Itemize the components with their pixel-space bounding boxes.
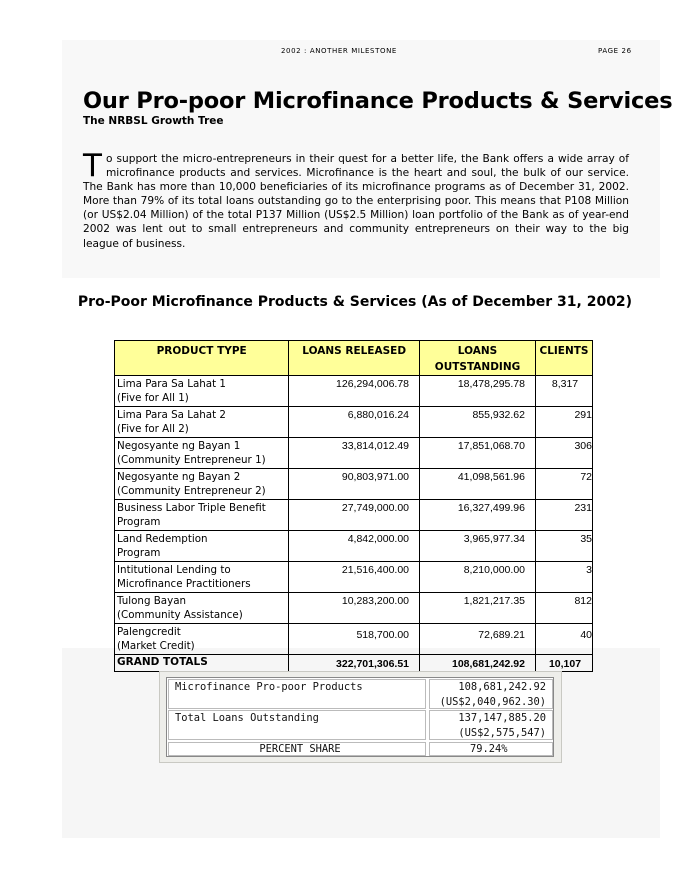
- loans-outstanding-cell: 72,689.21: [420, 624, 536, 655]
- page-title: Our Pro-poor Microfinance Products & Services: [83, 88, 673, 114]
- intro-text: o support the micro-entrepreneurs in their quest for a better life, the Bank offers a wide array of microfinance products and services. Microfinance is the heart and soul, the bulk of our service. The Bank has more than 10,000 beneficiaries of its microfinance programs as of December 31, 2002. More than 79% of its total loans outstanding go to the enterprising poor. This means that P108 Million (or US$2.04 Million) of the total P137 Million (US$2.5 Million) loan portfolio of the Bank as of year-end 2002 was lent out to small entrepreneurs and community entrepreneurs on their way to the big league of business.: [83, 153, 629, 250]
- summary-label-microfinance: Microfinance Pro-poor Products: [168, 679, 426, 709]
- product-translation: Microfinance Practitioners: [117, 578, 251, 590]
- table-row: [115, 562, 593, 593]
- clients-cell: 812: [536, 593, 593, 624]
- table-row: [115, 469, 593, 500]
- product-name: Business Labor Triple Benefit: [117, 502, 266, 514]
- loans-outstanding-cell: 855,932.62: [420, 407, 536, 438]
- summary-label-total-loans: Total Loans Outstanding: [168, 710, 426, 740]
- summary-value-microfinance: [429, 679, 553, 709]
- summary-value-php: 137,147,885.20: [458, 712, 546, 724]
- product-name: Palengcredit: [117, 626, 181, 638]
- loans-outstanding-cell: 3,965,977.34: [420, 531, 536, 562]
- clients-cell: 3: [536, 562, 593, 593]
- product-translation: (Market Credit): [117, 640, 195, 652]
- product-translation: Program: [117, 516, 161, 528]
- loans-released-cell: 126,294,006.78: [289, 376, 420, 407]
- table-row: [115, 407, 593, 438]
- product-type-cell: [115, 376, 289, 407]
- clients-cell: 72: [536, 469, 593, 500]
- summary-value-usd: (US$2,040,962.30): [439, 696, 546, 708]
- clients-cell: 8,317: [536, 376, 593, 407]
- table-row: [115, 531, 593, 562]
- summary-value-usd: (US$2,575,547): [458, 727, 546, 739]
- table-row: [115, 500, 593, 531]
- summary-panel: [159, 671, 562, 763]
- page-subtitle: The NRBSL Growth Tree: [83, 115, 224, 127]
- loans-released-cell: 33,814,012.49: [289, 438, 420, 469]
- product-type-cell: [115, 624, 289, 655]
- header-page-number: PAGE 26: [598, 47, 632, 55]
- summary-table: [166, 677, 554, 757]
- product-translation: (Community Entrepreneur 1): [117, 454, 266, 466]
- product-type-cell: [115, 500, 289, 531]
- column-header-loans-released: LOANS RELEASED: [289, 341, 420, 376]
- product-type-cell: [115, 407, 289, 438]
- product-type-cell: [115, 562, 289, 593]
- summary-value-php: 108,681,242.92: [458, 681, 546, 693]
- loans-outstanding-cell: 17,851,068.70: [420, 438, 536, 469]
- product-translation: (Community Entrepreneur 2): [117, 485, 266, 497]
- loans-released-cell: 4,842,000.00: [289, 531, 420, 562]
- summary-value-percent-share: 79.24%: [429, 742, 553, 756]
- loans-outstanding-cell: 41,098,561.96: [420, 469, 536, 500]
- product-translation: (Five for All 1): [117, 392, 189, 404]
- loans-outstanding-cell: 8,210,000.00: [420, 562, 536, 593]
- loans-released-cell: 518,700.00: [289, 624, 420, 655]
- product-name: Intitutional Lending to: [117, 564, 231, 576]
- table-row: [115, 624, 593, 655]
- column-header-product-type: PRODUCT TYPE: [115, 341, 289, 376]
- product-translation: Program: [117, 547, 161, 559]
- clients-cell: 40: [536, 624, 593, 655]
- total-loans-outstanding: 108,681,242.92: [420, 655, 536, 672]
- product-name: Lima Para Sa Lahat 1: [117, 378, 226, 390]
- column-header-clients: CLIENTS: [536, 341, 593, 376]
- grand-totals-label: GRAND TOTALS: [115, 655, 289, 672]
- product-type-cell: [115, 593, 289, 624]
- product-translation: (Five for All 2): [117, 423, 189, 435]
- table-row: [115, 438, 593, 469]
- column-header-loans-outstanding: LOANS OUTSTANDING: [420, 341, 536, 376]
- table-header-row: [115, 341, 593, 376]
- grand-totals-row: [115, 655, 593, 672]
- products-table: [114, 340, 593, 672]
- total-clients: 10,107: [536, 655, 593, 672]
- product-name: Land Redemption: [117, 533, 208, 545]
- loans-outstanding-cell: 1,821,217.35: [420, 593, 536, 624]
- drop-cap: T: [83, 148, 102, 184]
- product-type-cell: [115, 469, 289, 500]
- product-type-cell: [115, 531, 289, 562]
- total-loans-released: 322,701,306.51: [289, 655, 420, 672]
- intro-paragraph: [83, 148, 629, 251]
- product-name: Negosyante ng Bayan 2: [117, 471, 241, 483]
- loans-released-cell: 10,283,200.00: [289, 593, 420, 624]
- clients-cell: 306: [536, 438, 593, 469]
- product-name: Negosyante ng Bayan 1: [117, 440, 241, 452]
- clients-cell: 35: [536, 531, 593, 562]
- loans-released-cell: 90,803,971.00: [289, 469, 420, 500]
- clients-cell: 291: [536, 407, 593, 438]
- table-row: [115, 593, 593, 624]
- loans-outstanding-cell: 16,327,499.96: [420, 500, 536, 531]
- product-name: Lima Para Sa Lahat 2: [117, 409, 226, 421]
- table-row: [115, 376, 593, 407]
- clients-cell: 231: [536, 500, 593, 531]
- summary-label-percent-share: PERCENT SHARE: [168, 742, 426, 756]
- loans-outstanding-cell: 18,478,295.78: [420, 376, 536, 407]
- header-section-title: 2002 : ANOTHER MILESTONE: [281, 47, 397, 55]
- product-name: Tulong Bayan: [117, 595, 187, 607]
- table-heading: Pro-Poor Microfinance Products & Services (As of December 31, 2002): [77, 294, 633, 310]
- loans-released-cell: 6,880,016.24: [289, 407, 420, 438]
- product-translation: (Community Assistance): [117, 609, 243, 621]
- loans-released-cell: 21,516,400.00: [289, 562, 420, 593]
- summary-value-total-loans: [429, 710, 553, 740]
- loans-released-cell: 27,749,000.00: [289, 500, 420, 531]
- product-type-cell: [115, 438, 289, 469]
